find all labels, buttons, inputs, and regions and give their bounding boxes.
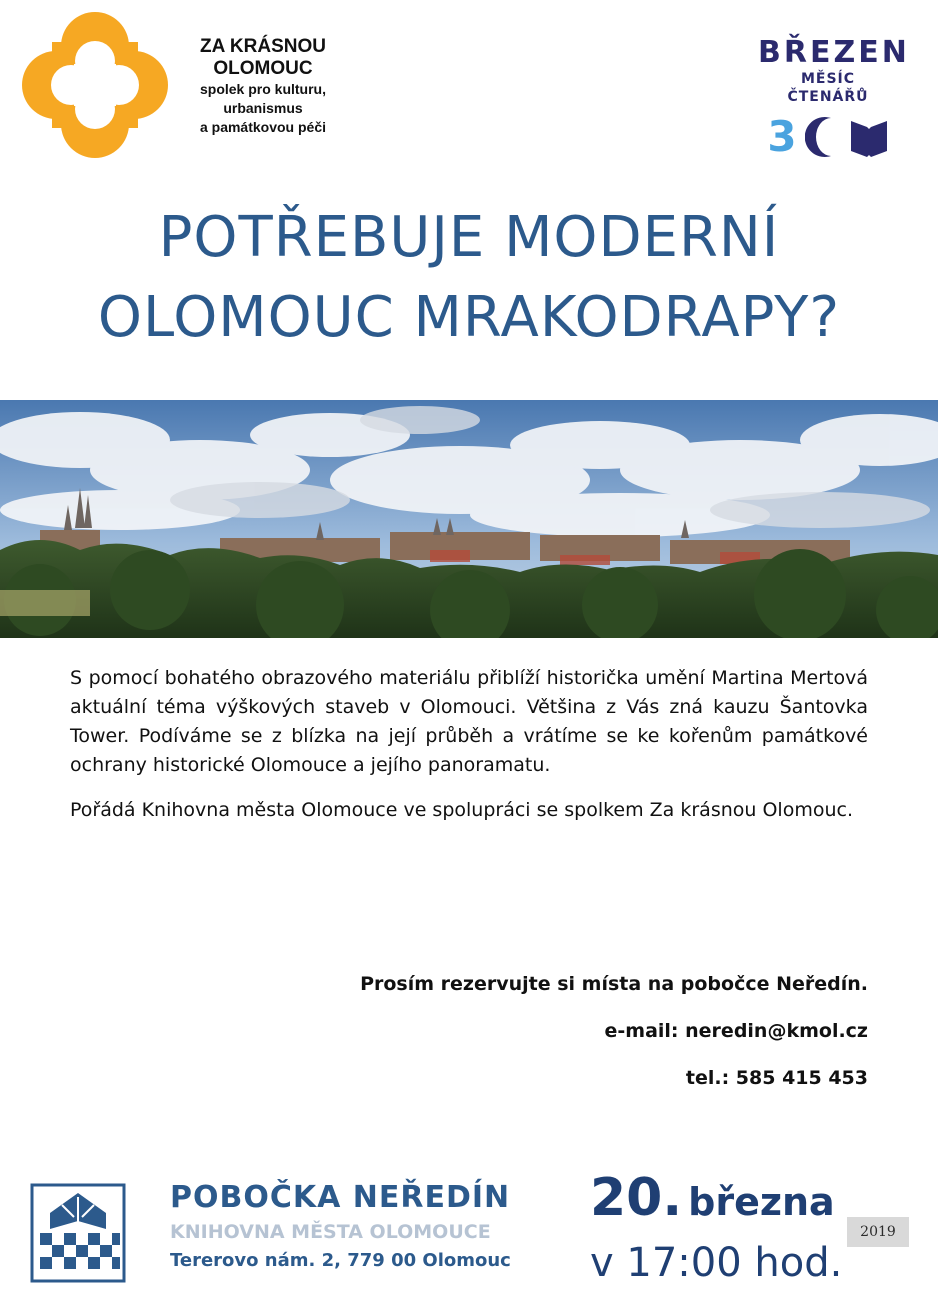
contact-info (360, 972, 868, 1113)
event-description (70, 664, 868, 841)
campaign-logo (758, 35, 910, 162)
library-name: KNIHOVNA MĚSTA OLOMOUCE (170, 1221, 491, 1243)
za-krasnou-olomouc-logo (22, 12, 168, 158)
reservation-note: Prosím rezervujte si místa na pobočce Neředín. (360, 973, 868, 995)
organization-name-line1: ZA KRÁSNOU (200, 36, 326, 57)
organization-tagline-line2: urbanismus (223, 100, 303, 116)
campaign-subtitle: MĚSÍC ČTENÁŘŮ (787, 71, 869, 105)
headline (0, 198, 938, 358)
contact-phone[interactable]: tel.: 585 415 453 (685, 1067, 868, 1089)
event-month: března (688, 1180, 835, 1224)
year-badge: 2019 (847, 1217, 909, 1247)
branch-name: POBOČKA NEŘEDÍN (170, 1180, 511, 1215)
description-paragraph-2: Pořádá Knihovna města Olomouce ve spolupráci se spolkem Za krásnou Olomouc. (70, 799, 853, 821)
campaign-number: 3 (767, 112, 797, 161)
organization-tagline-line1: spolek pro kulturu, (199, 81, 326, 97)
organization-tagline-line3: a památkovou péči (199, 119, 327, 135)
campaign-month: BŘEZEN (758, 35, 910, 70)
branch-info (170, 1178, 550, 1276)
moon-icon (805, 116, 841, 158)
event-day: 20. (590, 1168, 683, 1228)
library-logo (30, 1183, 126, 1283)
headline-line1: POTŘEBUJE MODERNÍ (158, 205, 780, 270)
book-icon (849, 117, 889, 157)
headline-line2: OLOMOUC MRAKODRAPY? (97, 285, 841, 350)
organization-name-line2: OLOMOUC (213, 58, 313, 79)
contact-email[interactable]: e-mail: neredin@kmol.cz (604, 1020, 868, 1042)
event-time: v 17:00 hod. (590, 1240, 843, 1286)
branch-address: Tererovo nám. 2, 779 00 Olomouc (170, 1250, 511, 1271)
organization-text (178, 36, 348, 137)
description-paragraph-1: S pomocí bohatého obrazového materiálu přiblíží historička umění Martina Mertová aktuální téma výškových staveb v Olomouci. Většina z Vás zná kauzu Šantovka Tower. Podíváme se z blízka na její průběh a vrátíme se ke kořenům památkové ochrany historické Olomouce a jejího panoramatu. (70, 667, 868, 776)
campaign-icons (758, 112, 898, 162)
olomouc-panorama-photo (0, 400, 938, 638)
event-date (590, 1168, 842, 1286)
